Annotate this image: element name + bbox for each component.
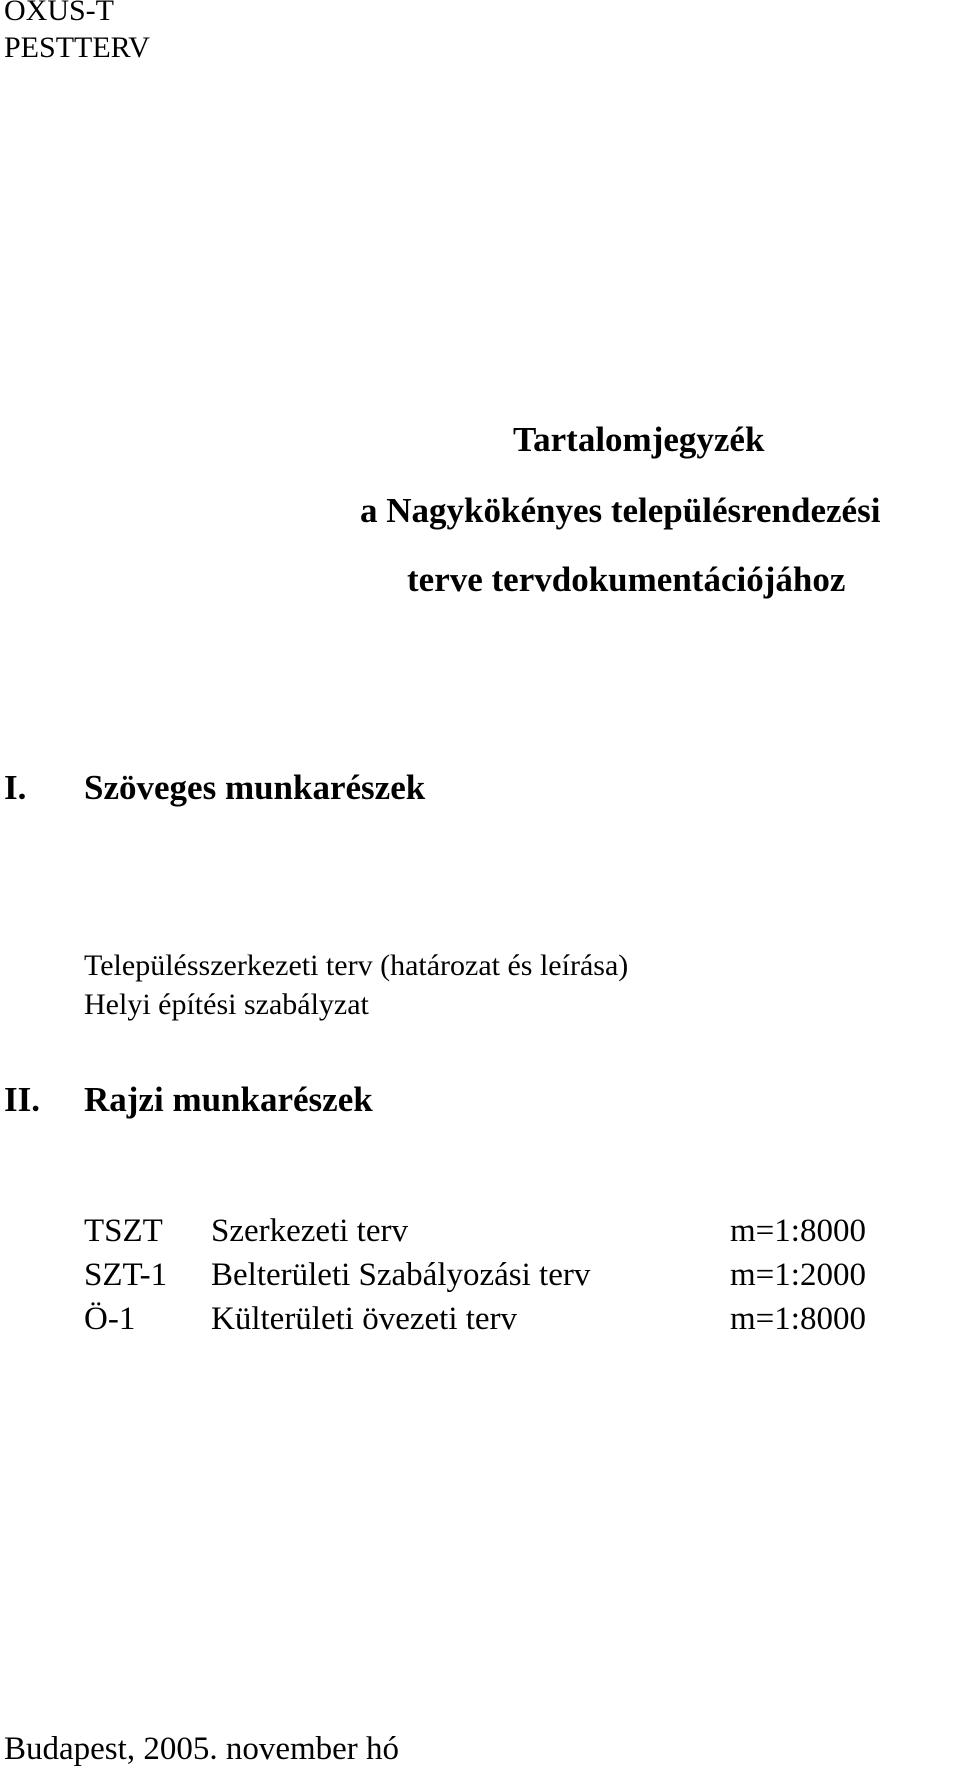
row-scale: m=1:8000 — [730, 1213, 866, 1249]
document-subtitle-line2: terve tervdokumentációjához — [407, 560, 846, 599]
document-subtitle-line1: a Nagykökényes településrendezési — [360, 491, 881, 530]
row-name: Külterületi övezeti terv — [211, 1301, 518, 1337]
section1-number: I. — [4, 768, 27, 807]
row-code: Ö-1 — [84, 1301, 136, 1337]
row-code: TSZT — [84, 1213, 163, 1249]
row-code: SZT-1 — [84, 1257, 168, 1293]
row-scale: m=1:2000 — [730, 1257, 866, 1293]
section2-heading: Rajzi munkarészek — [84, 1080, 373, 1119]
row-name: Szerkezeti terv — [211, 1213, 408, 1249]
header-company-line2: PESTTERV — [4, 31, 150, 64]
row-scale: m=1:8000 — [730, 1301, 866, 1337]
section1-heading: Szöveges munkarészek — [84, 768, 426, 807]
section1-item: Helyi építési szabályzat — [84, 988, 369, 1021]
header-company-line1: OXUS-T — [4, 0, 114, 27]
row-name: Belterületi Szabályozási terv — [211, 1257, 591, 1293]
document-title: Tartalomjegyzék — [513, 420, 765, 459]
footer-place-date: Budapest, 2005. november hó — [4, 1731, 400, 1767]
section1-item: Településszerkezeti terv (határozat és leírása) — [84, 949, 629, 982]
section2-number: II. — [4, 1080, 40, 1119]
